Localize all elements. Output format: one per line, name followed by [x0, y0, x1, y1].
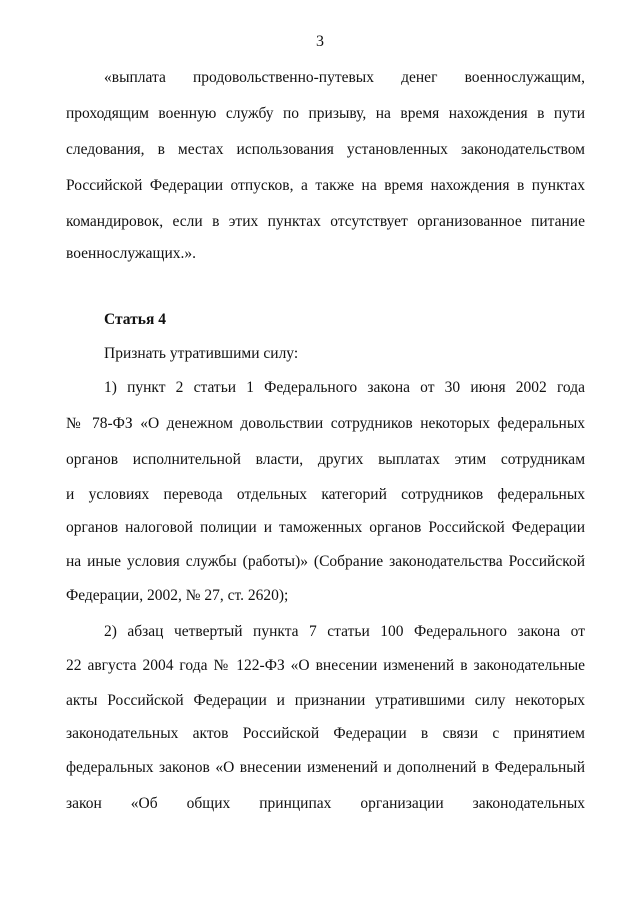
item-1-line: на иные условия службы (работы)» (Собрание законодательства Российской: [66, 553, 585, 570]
page-number: 3: [316, 33, 324, 50]
paragraph-1-line: следования, в местах использования установленных законодательством: [66, 141, 585, 158]
item-2-line: 22 августа 2004 года № 122-ФЗ «О внесении изменений в законодательные: [66, 657, 585, 674]
paragraph-1-line: «выплата продовольственно-путевых денег военнослужащим,: [104, 69, 585, 86]
item-1-line: и условиях перевода отдельных категорий сотрудников федеральных: [66, 486, 585, 503]
item-2-line: федеральных законов «О внесении изменений и дополнений в Федеральный: [66, 759, 585, 776]
item-1-line: органов исполнительной власти, других выплатах этим сотрудникам: [66, 451, 585, 468]
item-2-line: закон «Об общих принципах организации законодательных: [66, 795, 585, 812]
item-1-line: 1) пункт 2 статьи 1 Федерального закона от 30 июня 2002 года: [104, 379, 585, 396]
paragraph-1-line: проходящим военную службу по призыву, на время нахождения в пути: [66, 105, 585, 122]
paragraph-1-line: командировок, если в этих пунктах отсутствует организованное питание: [66, 213, 585, 230]
paragraph-1-line: Российской Федерации отпусков, а также на время нахождения в пунктах: [66, 177, 585, 194]
item-2-line: акты Российской Федерации и признании утратившими силу некоторых: [66, 692, 585, 709]
item-1-line: № 78-ФЗ «О денежном довольствии сотрудников некоторых федеральных: [66, 415, 585, 432]
article-intro: Признать утратившими силу:: [104, 345, 299, 362]
item-1-line: органов налоговой полиции и таможенных органов Российской Федерации: [66, 519, 585, 536]
article-heading: Статья 4: [104, 311, 166, 328]
item-2-line: 2) абзац четвертый пункта 7 статьи 100 Федерального закона от: [104, 623, 585, 640]
item-1-line: Федерации, 2002, № 27, ст. 2620);: [66, 587, 289, 604]
item-2-line: законодательных актов Российской Федерации в связи с принятием: [66, 725, 585, 742]
paragraph-1-line: военнослужащих.».: [66, 245, 196, 262]
